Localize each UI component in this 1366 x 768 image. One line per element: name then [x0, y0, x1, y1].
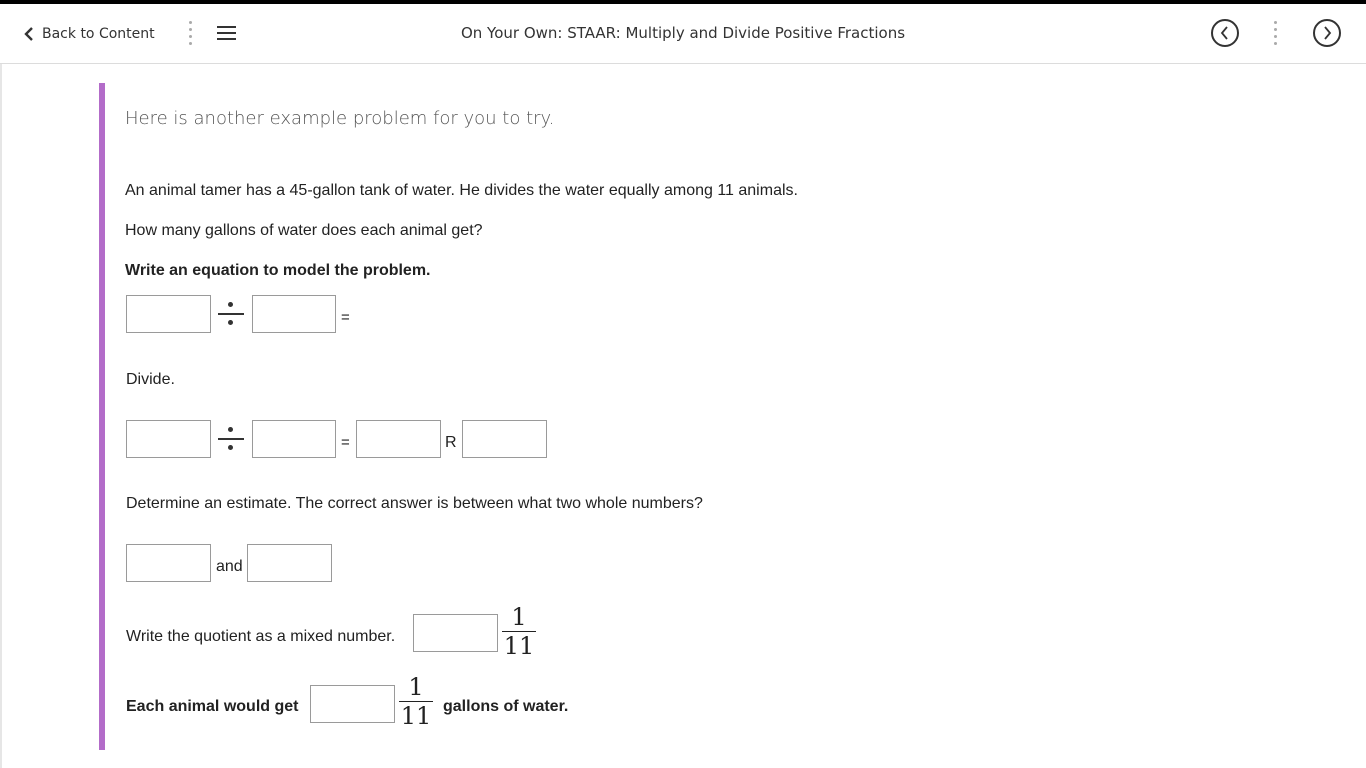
equals-sign: =: [341, 309, 350, 326]
content-accent-bar: [99, 83, 105, 750]
next-button[interactable]: [1313, 19, 1341, 47]
and-label: and: [216, 558, 243, 575]
intro-text: Here is another example problem for you to try.: [125, 108, 555, 129]
back-to-content-label: Back to Content: [42, 26, 155, 42]
divide-sign-icon: [217, 420, 245, 458]
problem-text: An animal tamer has a 45-gallon tank of water. He divides the water equally among 11 animals.: [125, 182, 798, 199]
divide-label: Divide.: [126, 371, 175, 388]
divide-dividend-input[interactable]: [126, 420, 211, 458]
mixed-whole-input[interactable]: [413, 614, 498, 652]
fraction-denominator: 11: [400, 702, 432, 730]
top-navigation-bar: [0, 0, 1366, 64]
remainder-label: R: [445, 434, 457, 451]
chevron-left-icon: [1220, 26, 1230, 40]
equation-divisor-input[interactable]: [252, 295, 336, 333]
estimate-low-input[interactable]: [126, 544, 211, 582]
fraction-numerator: 1: [408, 673, 424, 701]
divide-remainder-input[interactable]: [462, 420, 547, 458]
divide-quotient-input[interactable]: [356, 420, 441, 458]
question-text: How many gallons of water does each animal get?: [125, 222, 483, 239]
divide-sign-icon: [217, 295, 245, 333]
estimate-high-input[interactable]: [247, 544, 332, 582]
chevron-right-icon: [1322, 26, 1332, 40]
estimate-prompt: Determine an estimate. The correct answer is between what two whole numbers?: [126, 495, 703, 512]
previous-button[interactable]: [1211, 19, 1239, 47]
final-answer-prefix: Each animal would get: [126, 698, 299, 715]
fraction-one-eleventh: [502, 604, 536, 659]
fraction-one-eleventh: [399, 674, 433, 729]
final-answer-suffix: gallons of water.: [443, 698, 569, 715]
divide-divisor-input[interactable]: [252, 420, 336, 458]
final-whole-input[interactable]: [310, 685, 395, 723]
mixed-number-prompt: Write the quotient as a mixed number.: [126, 628, 396, 645]
page-title: On Your Own: STAAR: Multiply and Divide Positive Fractions: [460, 24, 906, 42]
equation-prompt: Write an equation to model the problem.: [125, 262, 431, 279]
equals-sign: =: [341, 434, 350, 451]
equation-dividend-input[interactable]: [126, 295, 211, 333]
page-left-border: [0, 64, 2, 768]
vertical-dots-icon: [1274, 21, 1278, 49]
fraction-denominator: 11: [503, 632, 535, 660]
fraction-numerator: 1: [511, 603, 527, 631]
